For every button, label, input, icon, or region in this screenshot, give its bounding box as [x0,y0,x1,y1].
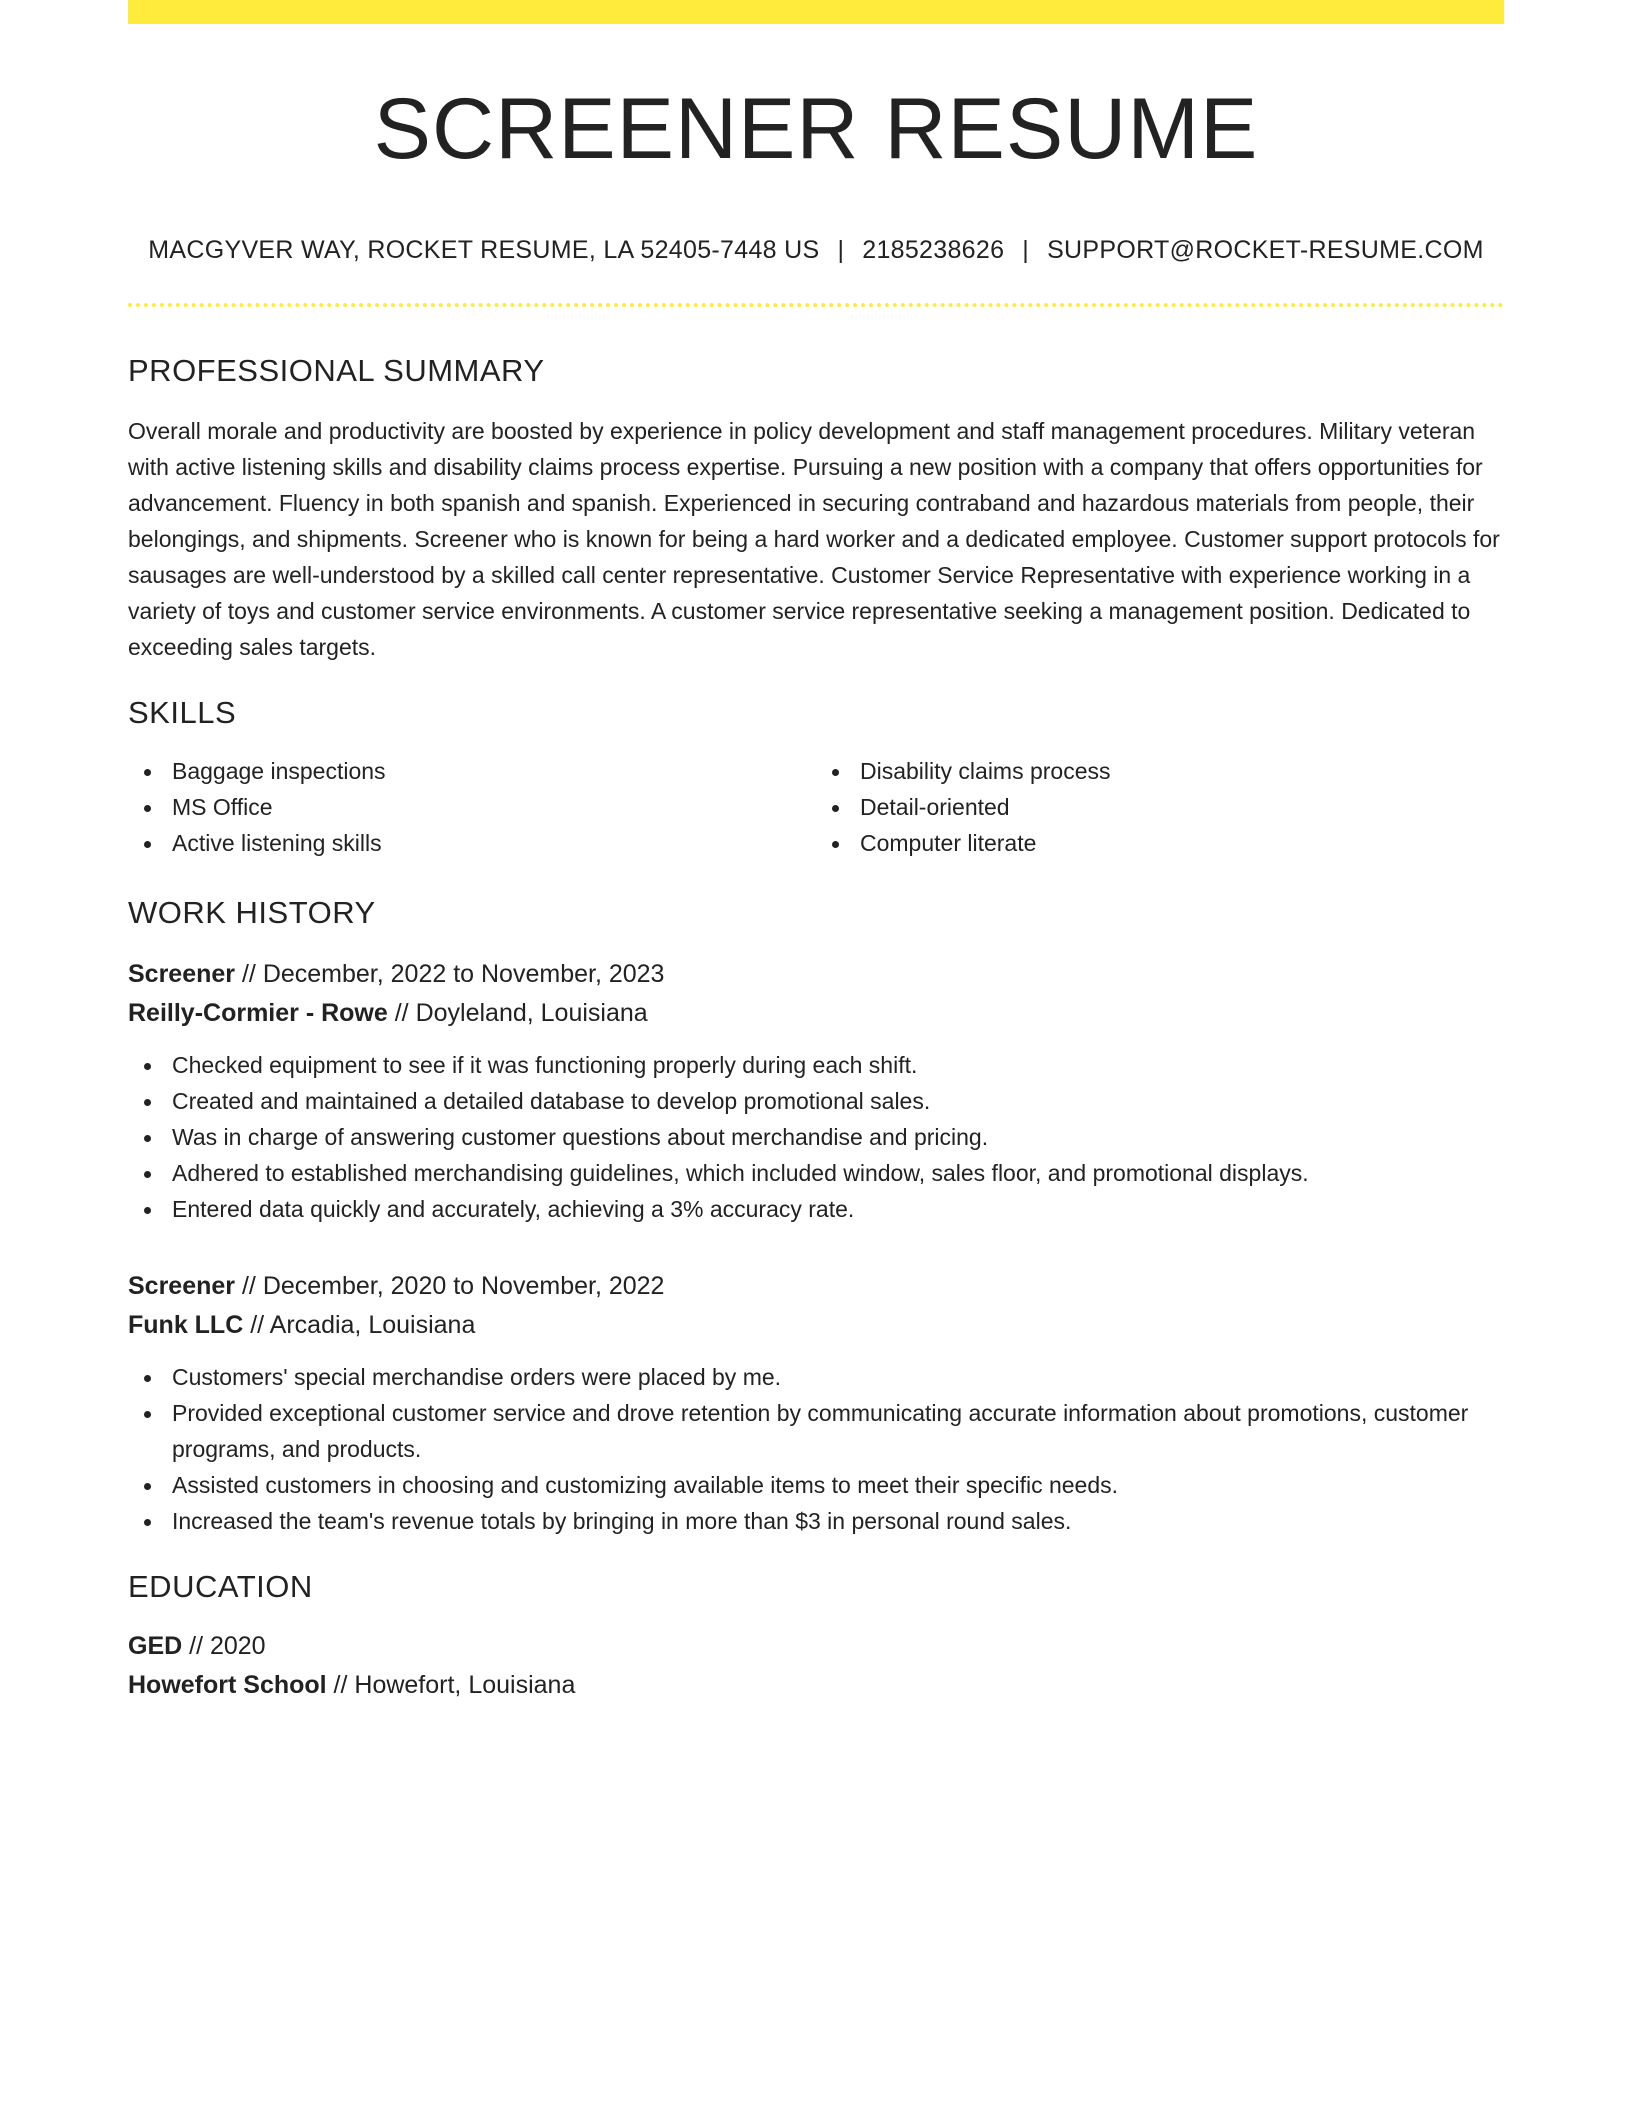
resume-page [128,0,1504,1705]
skill-item: Detail-oriented [816,789,1504,825]
skill-item: MS Office [128,789,816,825]
job-duty: Was in charge of answering customer questions about merchandise and pricing. [128,1119,1504,1155]
job-role: Screener [128,960,236,988]
job-company: Funk LLC [128,1311,244,1339]
education-degree-line [128,1627,1504,1666]
contact-phone: 2185238626 [862,236,1005,264]
skills-column-left [128,753,816,861]
summary-heading: PROFESSIONAL SUMMARY [128,353,545,388]
job-company: Reilly-Cormier - Rowe [128,999,388,1027]
job-duty: Checked equipment to see if it was functioning properly during each shift. [128,1047,1504,1083]
skills-column-right [816,753,1504,861]
contact-separator: | [837,236,845,264]
job-location: // Doyleland, Louisiana [387,999,648,1027]
resume-title: SCREENER RESUME [373,81,1259,177]
job-location: // Arcadia, Louisiana [243,1311,476,1339]
contact-line [128,236,1504,265]
education-year: // 2020 [182,1632,266,1660]
job-duty: Created and maintained a detailed database to develop promotional sales. [128,1083,1504,1119]
job-duty: Increased the team's revenue totals by bringing in more than $3 in personal round sales. [128,1503,1504,1539]
job-company-line [128,994,1504,1033]
education-entry [128,1627,1504,1705]
job-role-line [128,1267,1504,1306]
skill-item: Disability claims process [816,753,1504,789]
skills-grid [128,753,1504,861]
contact-address: MACGYVER WAY, ROCKET RESUME, LA 52405-7448 US [148,236,820,264]
top-accent-bar [128,0,1504,24]
skill-item: Active listening skills [128,825,816,861]
contact-separator: | [1022,236,1030,264]
education-heading: EDUCATION [128,1569,313,1604]
contact-email: SUPPORT@ROCKET-RESUME.COM [1047,236,1484,264]
job-entry [128,1267,1504,1539]
skill-item: Baggage inspections [128,753,816,789]
summary-text: Overall morale and productivity are boosted by experience in policy development and staff management procedures. Military veteran with active listening skills and disability claims process expertise. Pursuing a new position with a company that offers opportunities for advancement. Fluency in both spanish and spanish. Experienced in securing contraband and hazardous materials from people, their belongings, and shipments. Screener who is known for being a hard worker and a dedicated employee. Customer support protocols for sausages are well-understood by a skilled call center representative. Customer Service Representative with experience working in a variety of toys and customer service environments. A customer service representative seeking a management position. Dedicated to exceeding sales targets. [128,418,1500,660]
job-duty: Entered data quickly and accurately, achieving a 3% accuracy rate. [128,1191,1504,1227]
dotted-divider [128,303,1504,307]
skills-heading: SKILLS [128,695,237,730]
job-entry [128,955,1504,1227]
job-role-line [128,955,1504,994]
education-degree: GED [128,1632,183,1660]
job-dates: // December, 2022 to November, 2023 [235,960,665,988]
job-duty: Adhered to established merchandising guidelines, which included window, sales floor, and promotional displays. [128,1155,1504,1191]
job-duty: Customers' special merchandise orders were placed by me. [128,1359,1504,1395]
skill-item: Computer literate [816,825,1504,861]
education-school-line [128,1666,1504,1705]
work-history-heading: WORK HISTORY [128,895,376,930]
job-duty: Provided exceptional customer service and drove retention by communicating accurate information about promotions, customer programs, and products. [128,1395,1504,1467]
job-duty: Assisted customers in choosing and customizing available items to meet their specific needs. [128,1467,1504,1503]
job-role: Screener [128,1272,236,1300]
job-dates: // December, 2020 to November, 2022 [235,1272,665,1300]
job-company-line [128,1306,1504,1345]
job-duties-list [128,1359,1504,1539]
education-location: // Howefort, Louisiana [326,1671,576,1699]
education-school: Howefort School [128,1671,327,1699]
job-duties-list [128,1047,1504,1227]
